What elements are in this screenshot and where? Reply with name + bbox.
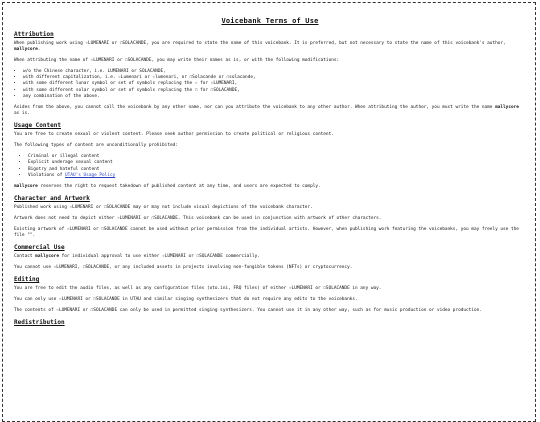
prohibited-content-list [14,154,526,179]
commercial-paragraph-2: You cannot use ☆LUMENARI, ☐SOLACANDE, or any included assets in projects involving non-fungible tokens (NFTs) or cryptocurrency. [14,265,353,271]
usage-paragraph-2: The following types of content are unconditionally prohibited: [14,143,178,149]
list-item: • w/o the Chinese character, i.e. LUMENARI or SOLACANDE, [23,69,526,75]
artwork-paragraph-2: Artwork does not need to depict either ☆LUMENARI or ☐SOLACANDE. This voicebank can be used in conjunction with artwork of other characters. [14,215,382,221]
section-usage [14,122,526,190]
list-item: • any combination of the above. [23,94,526,100]
editing-paragraph-1: You are free to edit the audio files, as well as any configuration files (oto.ini, FRQ files) of either ☆LUMENARI or ☐SOLACANDE in any way. [14,286,382,292]
list-item: • with some different lunar symbol or set of symbols replacing the ☆ for ☆LUMENARI, [23,81,526,87]
attribution-paragraph-2: When attributing the name of ☆LUMENARI or ☐SOLACANDE, you may write their names as is, or with the following modifications: [14,58,340,64]
list-item: • with different capitalization, i.e. ☆Lumenari or ☆lumenari, or ☐Solacande or ☐solacande, [23,75,526,81]
heading-artwork: Character and Artwork [14,195,90,203]
editing-paragraph-2: You can only use ☆LUMENARI or ☐SOLACANDE in UTAU and similar singing synthesizers that do not require any edits to the voicebanks. [14,297,358,303]
artwork-paragraph-1: Published work using ☆LUMENARI or ☐SOLACANDE may or may not include visual depictions of the voicebank character. [14,205,313,211]
section-artwork [14,195,526,239]
list-item: • with some different solar symbol or set of symbols replacing the ☐ for ☐SOLACANDE, [23,88,526,94]
author-name: mallycore [35,254,59,260]
author-name: mallycore [495,104,519,110]
section-commercial [14,244,526,271]
usage-paragraph-1: You are free to create sexual or violent content. Please seek author permission to create political or religious content. [14,132,334,138]
heading-editing: Editing [14,276,40,284]
page-border [2,2,536,422]
document [3,3,537,326]
heading-redistribution: Redistribution [14,319,65,327]
attribution-paragraph-3: Asides from the above, you cannot call the voicebank by any other name, nor can you attribute the voicebank to any other author. When attributing the author, you must write the name mallycore as is. [14,104,519,117]
list-item: • Bigotry and hateful content [28,167,526,173]
usage-policy-link[interactable]: UTAU's Usage Policy [65,172,116,178]
list-item: • Criminal or illegal content [28,154,526,160]
artwork-paragraph-3: Existing artwork of ☆LUMENARI or ☐SOLACANDE cannot be used without prior permission from the individual artists. However, when publishing work featuring the voicebanks, you may freely use the file "". [14,226,519,238]
section-editing [14,276,526,314]
heading-attribution: Attribution [14,31,54,38]
editing-paragraph-3: The contents of ☆LUMENARI or ☐SOLACANDE can only be used in permitted singing synthesizers. You cannot use it in any other way, such as for music production or video production. [14,307,482,313]
list-item: • Explicit underage sexual content [28,160,526,166]
section-attribution [14,31,526,117]
page-title: Voicebank Terms of Use [221,17,319,25]
author-name: mallycore [14,183,38,189]
name-modifications-list [14,69,526,100]
heading-commercial: Commercial Use [14,244,65,252]
author-name: mallycore [14,47,38,53]
usage-paragraph-3: mallycore reserves the right to request takedown of published content at any time, and users are expected to comply. [14,183,321,189]
attribution-paragraph-1: When publishing work using ☆LUMENARI or ☐SOLACANDE, you are required to state the name of this voicebank. It is preferred, but not necessary to state the name of this voicebank's author, mallycore. [14,41,506,53]
heading-usage: Usage Content [14,122,61,130]
list-item: • Violations of UTAU's Usage Policy [28,173,526,179]
commercial-paragraph-1: Contact mallycore for individual approval to use either ☆LUMENARI or ☐SOLACANDE commercially. [14,254,260,260]
section-redistribution [14,319,526,326]
